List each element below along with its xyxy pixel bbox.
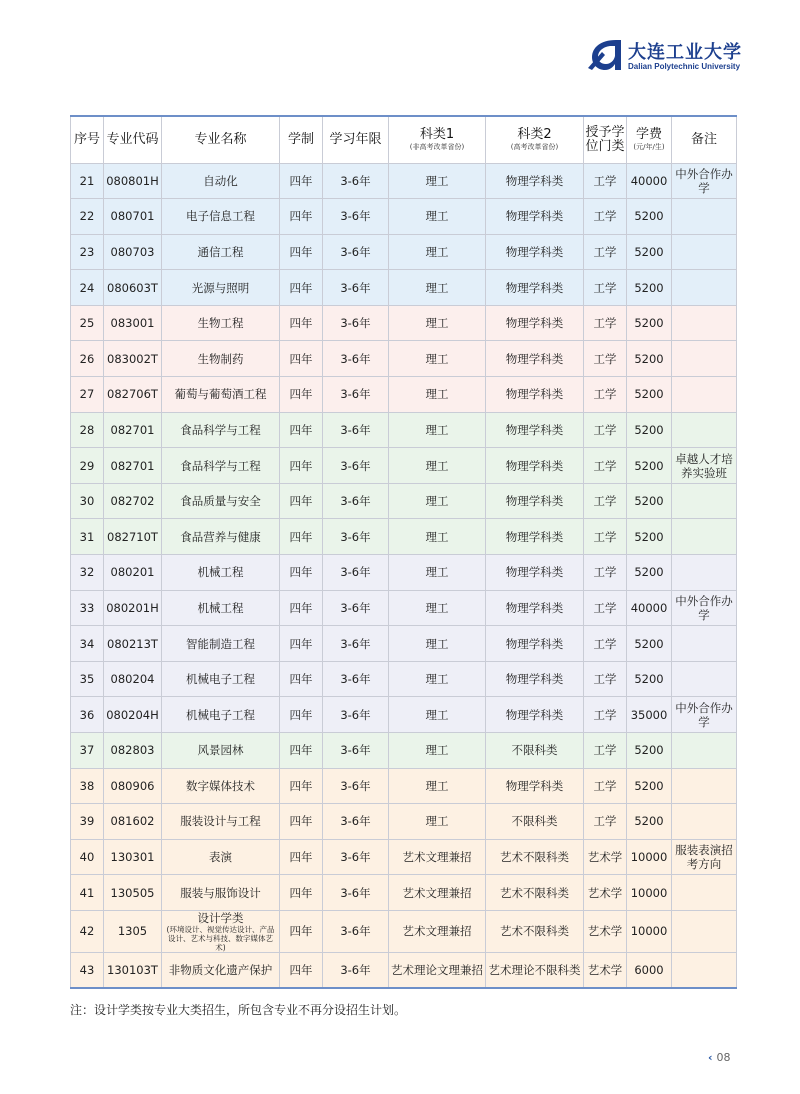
table-cell: 艺术学 [584,839,627,875]
table-cell: 22 [71,199,104,235]
table-row [71,448,737,484]
table-cell: 理工 [389,305,486,341]
column-header-label: 序号 [73,131,100,147]
table-cell: 080801H [104,163,162,199]
table-cell: 理工 [389,768,486,804]
major-name-note: (环境设计、视觉传达设计、产品设计、艺术与科技、数字媒体艺术) [166,924,275,952]
page-indicator [708,1051,731,1064]
table-cell: 083001 [104,305,162,341]
table-cell: 130103T [104,952,162,988]
university-logo [588,38,748,74]
table-cell: 服装与服饰设计 [162,875,280,911]
column-header [672,116,737,163]
column-header-label: 学习年限 [329,131,382,147]
table-cell: 光源与照明 [162,270,280,306]
table-cell: 卓越人才培养实验班 [672,448,737,484]
table-cell: 24 [71,270,104,306]
table-cell: 5200 [627,483,672,519]
table-cell: 物理学科类 [486,448,584,484]
table-cell: 物理学科类 [486,163,584,199]
table-cell: 工学 [584,448,627,484]
table-header-row [71,116,737,163]
table-cell: 物理学科类 [486,661,584,697]
table-cell: 工学 [584,270,627,306]
table-row [71,661,737,697]
table-row [71,412,737,448]
table-cell: 5200 [627,377,672,413]
table-cell: 机械电子工程 [162,661,280,697]
table-cell: 理工 [389,733,486,769]
table-cell: 3-6年 [323,519,389,555]
major-name: 设计学类 [197,910,244,925]
table-cell: 四年 [280,590,323,626]
table-cell: 四年 [280,163,323,199]
table-cell: 生物工程 [162,305,280,341]
table-cell: 物理学科类 [486,555,584,591]
column-header [104,116,162,163]
table-cell: 工学 [584,661,627,697]
table-cell [672,875,737,911]
table-cell: 艺术不限科类 [486,910,584,952]
table-cell: 081602 [104,804,162,840]
table-cell: 葡萄与葡萄酒工程 [162,377,280,413]
table-cell: 物理学科类 [486,305,584,341]
table-cell: 物理学科类 [486,590,584,626]
table-cell: 物理学科类 [486,768,584,804]
table-cell: 艺术学 [584,875,627,911]
table-cell: 生物制药 [162,341,280,377]
table-cell: 5200 [627,555,672,591]
table-cell: 四年 [280,412,323,448]
table-cell: 35000 [627,697,672,733]
table-cell: 5200 [627,448,672,484]
table-row [71,234,737,270]
table-cell: 理工 [389,270,486,306]
table-cell: 风景园林 [162,733,280,769]
table-cell: 080603T [104,270,162,306]
table-cell: 1305 [104,910,162,952]
table-cell: 3-6年 [323,270,389,306]
column-header [162,116,280,163]
table-cell: 工学 [584,768,627,804]
table-cell [672,626,737,662]
table-cell [672,270,737,306]
table-cell: 5200 [627,661,672,697]
table-cell: 四年 [280,661,323,697]
table-cell: 理工 [389,163,486,199]
table-cell: 3-6年 [323,804,389,840]
table-cell: 3-6年 [323,341,389,377]
column-header-label: 学制 [287,131,314,147]
column-header-label: 授予学位门类 [585,124,625,154]
table-row [71,804,737,840]
table-cell [672,377,737,413]
table-cell: 智能制造工程 [162,626,280,662]
column-header-label: 学费 [635,126,662,142]
table-cell: 3-6年 [323,697,389,733]
table-cell: 工学 [584,199,627,235]
majors-table [70,115,737,989]
table-cell: 理工 [389,199,486,235]
table-row [71,910,737,952]
table-cell: 30 [71,483,104,519]
table-cell: 机械工程 [162,590,280,626]
table-cell [672,412,737,448]
table-cell: 39 [71,804,104,840]
table-cell: 083002T [104,341,162,377]
table-cell: 080201H [104,590,162,626]
table-cell: 四年 [280,341,323,377]
column-header [584,116,627,163]
table-cell: 机械电子工程 [162,697,280,733]
table-cell: 物理学科类 [486,377,584,413]
table-cell: 艺术文理兼招 [389,910,486,952]
table-cell: 食品科学与工程 [162,448,280,484]
table-cell: 40000 [627,163,672,199]
column-header-label: 备注 [690,131,717,147]
table-cell: 艺术文理兼招 [389,875,486,911]
table-cell: 机械工程 [162,555,280,591]
table-cell: 四年 [280,875,323,911]
table-cell [672,952,737,988]
table-cell: 物理学科类 [486,483,584,519]
table-cell: 5200 [627,804,672,840]
table-cell: 5200 [627,199,672,235]
table-cell: 理工 [389,519,486,555]
table-cell: 理工 [389,234,486,270]
table-cell: 四年 [280,448,323,484]
column-header-note: (非高考改革省份) [409,142,465,151]
table-cell: 5200 [627,626,672,662]
table-row [71,697,737,733]
table-row [71,590,737,626]
table-row [71,305,737,341]
table-cell: 5200 [627,234,672,270]
table-cell: 工学 [584,163,627,199]
column-header-label: 科类1 [419,126,455,142]
table-cell: 物理学科类 [486,341,584,377]
table-cell: 工学 [584,626,627,662]
table-cell [672,768,737,804]
table-cell: 10000 [627,875,672,911]
table-cell: 42 [71,910,104,952]
table-cell: 080703 [104,234,162,270]
table-cell: 41 [71,875,104,911]
table-row [71,839,737,875]
table-cell [672,910,737,952]
table-cell: 3-6年 [323,483,389,519]
table-cell: 物理学科类 [486,519,584,555]
table-cell: 中外合作办学 [672,697,737,733]
table-cell: 艺术理论文理兼招 [389,952,486,988]
table-cell: 物理学科类 [486,199,584,235]
table-row [71,875,737,911]
table-cell: 中外合作办学 [672,163,737,199]
table-cell [672,234,737,270]
table-cell: 26 [71,341,104,377]
table-row [71,768,737,804]
table-cell: 082803 [104,733,162,769]
table-cell: 理工 [389,804,486,840]
logo-chinese-name: 大连工业大学 [628,42,742,63]
table-cell: 080213T [104,626,162,662]
table-cell: 3-6年 [323,234,389,270]
table-cell: 3-6年 [323,839,389,875]
table-cell: 3-6年 [323,952,389,988]
table-cell: 3-6年 [323,875,389,911]
table-row [71,483,737,519]
column-header-note: (元/年/生) [633,142,665,151]
column-header [323,116,389,163]
table-cell: 5200 [627,412,672,448]
table-cell: 四年 [280,952,323,988]
table-row [71,377,737,413]
table-row [71,199,737,235]
table-cell: 工学 [584,341,627,377]
column-header [71,116,104,163]
table-cell: 理工 [389,483,486,519]
footnote: 注：设计学类按专业大类招生，所包含专业不再分设招生计划。 [70,1003,407,1017]
table-cell: 34 [71,626,104,662]
table-cell: 082701 [104,448,162,484]
chevron-left-icon: ‹ [708,1051,713,1064]
table-cell: 工学 [584,519,627,555]
table-cell: 理工 [389,555,486,591]
table-cell: 3-6年 [323,412,389,448]
table-cell: 5200 [627,768,672,804]
table-cell: 四年 [280,733,323,769]
table-cell: 3-6年 [323,377,389,413]
table-cell [672,199,737,235]
table-cell: 四年 [280,199,323,235]
table-cell [672,483,737,519]
table-cell: 四年 [280,377,323,413]
table-cell: 数字媒体技术 [162,768,280,804]
table-cell: 3-6年 [323,199,389,235]
table-cell: 32 [71,555,104,591]
table-cell: 工学 [584,733,627,769]
table-cell: 10000 [627,839,672,875]
table-cell: 不限科类 [486,804,584,840]
table-row [71,341,737,377]
table-cell: 服装设计与工程 [162,804,280,840]
table-cell [672,661,737,697]
table-cell: 080701 [104,199,162,235]
table-cell: 物理学科类 [486,270,584,306]
table-cell: 四年 [280,910,323,952]
table-cell [672,305,737,341]
table-row [71,270,737,306]
table-cell: 电子信息工程 [162,199,280,235]
table-cell: 25 [71,305,104,341]
table-cell: 物理学科类 [486,697,584,733]
table-cell: 31 [71,519,104,555]
column-header-label: 科类2 [517,126,552,142]
table-cell: 5200 [627,305,672,341]
table-cell: 工学 [584,697,627,733]
table-row [71,952,737,988]
table-cell: 服装表演招考方向 [672,839,737,875]
table-cell: 3-6年 [323,448,389,484]
table-cell: 四年 [280,804,323,840]
table-cell [672,519,737,555]
table-cell: 3-6年 [323,910,389,952]
table-cell: 3-6年 [323,305,389,341]
table-cell: 3-6年 [323,163,389,199]
table-cell: 理工 [389,412,486,448]
table-cell: 3-6年 [323,590,389,626]
table-cell: 工学 [584,555,627,591]
column-header-note: (高考改革省份) [510,142,559,151]
table-cell: 3-6年 [323,733,389,769]
table-cell: 非物质文化遗产保护 [162,952,280,988]
table-cell: 082710T [104,519,162,555]
table-cell [162,910,280,952]
table-cell: 5200 [627,341,672,377]
table-cell: 艺术理论不限科类 [486,952,584,988]
table-cell: 082702 [104,483,162,519]
table-cell: 10000 [627,910,672,952]
table-cell: 理工 [389,626,486,662]
table-cell: 中外合作办学 [672,590,737,626]
table-cell: 工学 [584,234,627,270]
table-cell: 23 [71,234,104,270]
column-header [389,116,486,163]
table-cell: 理工 [389,697,486,733]
table-cell: 080204H [104,697,162,733]
table-cell: 130505 [104,875,162,911]
page-number: 08 [716,1051,731,1064]
table-cell: 130301 [104,839,162,875]
table-cell: 5200 [627,519,672,555]
table-cell: 四年 [280,234,323,270]
table-cell: 082701 [104,412,162,448]
table-cell: 080201 [104,555,162,591]
table-cell: 四年 [280,555,323,591]
table-cell: 食品营养与健康 [162,519,280,555]
table-cell: 理工 [389,341,486,377]
column-header-label: 专业代码 [106,131,159,147]
table-cell: 43 [71,952,104,988]
column-header-label: 专业名称 [194,131,247,147]
table-cell: 5200 [627,270,672,306]
table-cell: 表演 [162,839,280,875]
table-cell: 38 [71,768,104,804]
table-cell: 3-6年 [323,661,389,697]
table-cell: 物理学科类 [486,626,584,662]
table-cell [672,733,737,769]
column-header [627,116,672,163]
column-header [486,116,584,163]
table-cell: 不限科类 [486,733,584,769]
table-cell: 四年 [280,839,323,875]
table-cell: 082706T [104,377,162,413]
table-cell: 29 [71,448,104,484]
table-cell: 理工 [389,661,486,697]
table-cell: 21 [71,163,104,199]
table-cell: 四年 [280,768,323,804]
table-cell: 33 [71,590,104,626]
table-cell: 27 [71,377,104,413]
table-cell: 工学 [584,804,627,840]
table-cell: 5200 [627,733,672,769]
table-cell: 四年 [280,519,323,555]
table-cell: 四年 [280,697,323,733]
table-cell: 四年 [280,270,323,306]
table-cell: 工学 [584,377,627,413]
table-cell: 080906 [104,768,162,804]
table-row [71,519,737,555]
table-cell: 通信工程 [162,234,280,270]
table-row [71,626,737,662]
table-cell: 35 [71,661,104,697]
table-cell: 理工 [389,377,486,413]
table-cell: 食品科学与工程 [162,412,280,448]
table-cell: 四年 [280,626,323,662]
table-cell: 工学 [584,483,627,519]
table-cell: 理工 [389,448,486,484]
table-cell: 物理学科类 [486,234,584,270]
table-cell: 四年 [280,483,323,519]
table-cell: 自动化 [162,163,280,199]
table-cell: 艺术学 [584,910,627,952]
table-cell: 40000 [627,590,672,626]
table-cell: 40 [71,839,104,875]
table-cell: 理工 [389,590,486,626]
table-cell: 艺术不限科类 [486,875,584,911]
table-cell: 28 [71,412,104,448]
logo-mark-icon [588,38,624,72]
table-cell: 艺术不限科类 [486,839,584,875]
table-cell: 3-6年 [323,626,389,662]
table-cell: 四年 [280,305,323,341]
table-cell [672,804,737,840]
table-cell: 080204 [104,661,162,697]
table-cell: 36 [71,697,104,733]
table-cell: 37 [71,733,104,769]
table-cell: 3-6年 [323,555,389,591]
table-cell: 3-6年 [323,768,389,804]
table-row [71,733,737,769]
table-cell: 食品质量与安全 [162,483,280,519]
table-cell: 工学 [584,412,627,448]
table-cell [672,341,737,377]
table-cell [672,555,737,591]
logo-english-name: Dalian Polytechnic University [628,62,741,71]
table-row [71,555,737,591]
table-row [71,163,737,199]
table-cell: 物理学科类 [486,412,584,448]
table-cell: 艺术文理兼招 [389,839,486,875]
table-cell: 工学 [584,305,627,341]
table-cell: 6000 [627,952,672,988]
table-cell: 艺术学 [584,952,627,988]
table-cell: 工学 [584,590,627,626]
column-header [280,116,323,163]
